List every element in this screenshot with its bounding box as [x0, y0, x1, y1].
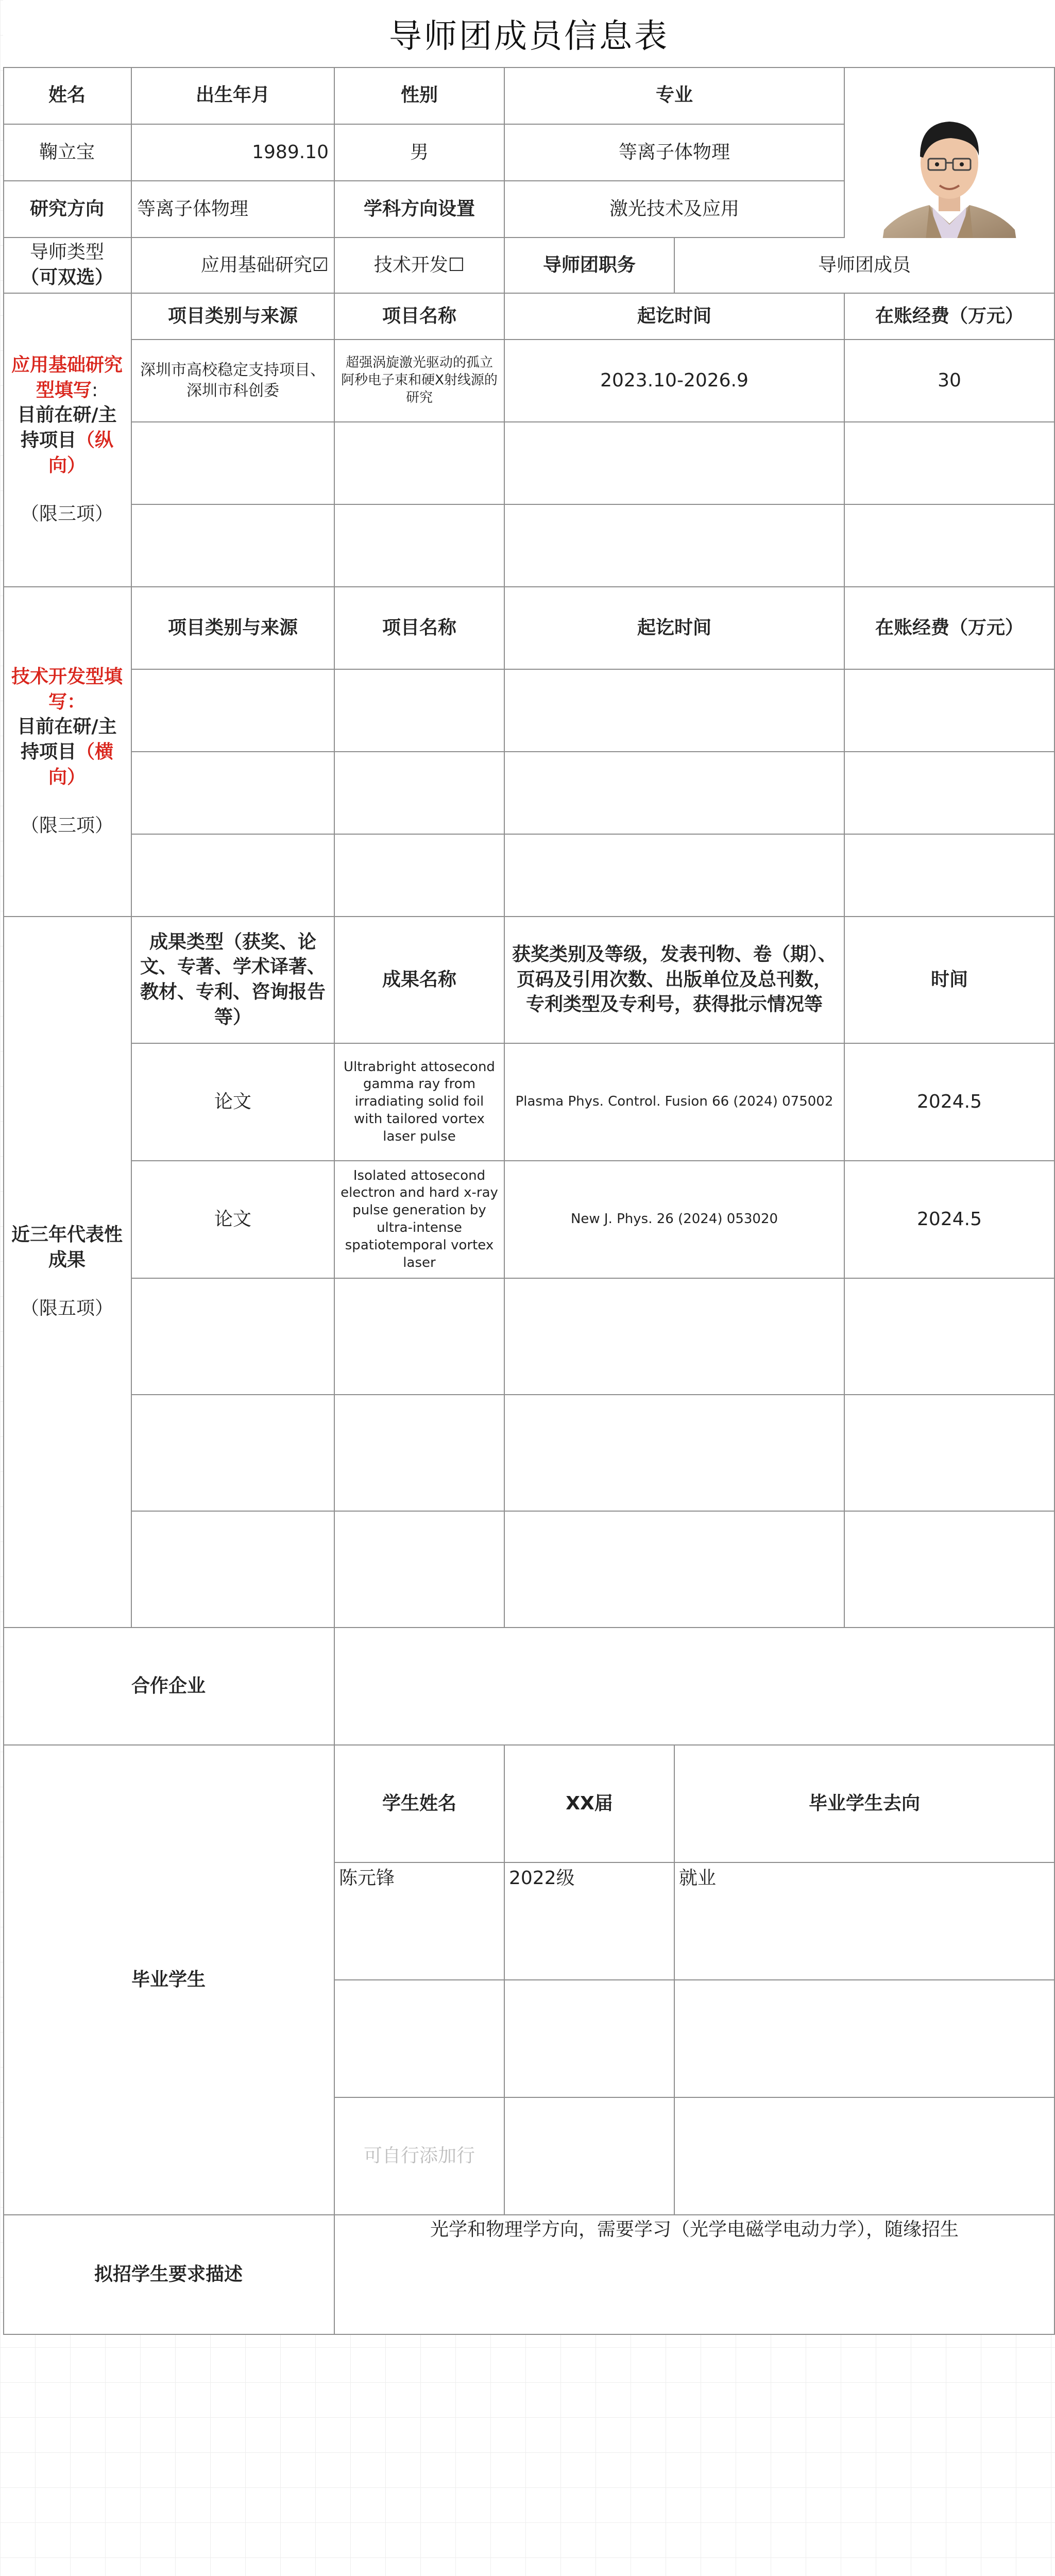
tech-header-name: 项目名称: [335, 587, 505, 670]
basic-projects-kind: （纵向）: [48, 430, 114, 476]
cooperation-value[interactable]: [335, 1628, 1055, 1745]
cooperation-label: 合作企业: [3, 1628, 335, 1745]
major-value: 等离子体物理: [505, 125, 845, 181]
ach-row3-name: [335, 1279, 505, 1395]
basic-header-funds: 在账经费（万元）: [845, 294, 1055, 340]
type-tech-checkbox[interactable]: 技术开发☐: [335, 238, 505, 294]
ach-row1-time: 2024.5: [845, 1044, 1055, 1161]
tech-header-source: 项目类别与来源: [132, 587, 335, 670]
ach-row3-time: [845, 1279, 1055, 1395]
basic-row3-source: [132, 505, 335, 587]
discipline-value: 激光技术及应用: [505, 181, 845, 238]
type-label-note: （可双选）: [20, 267, 113, 288]
tech-row1-source: [132, 670, 335, 752]
ach-row2-name: Isolated attosecond electron and hard x-ray pulse generation by ultra-intense spatiotemporal vortex laser: [335, 1161, 505, 1279]
basic-projects-red: 应用基础研究型填写: [11, 354, 123, 401]
birth-label: 出生年月: [132, 67, 335, 125]
grad-row2-destination: [675, 1980, 1055, 2098]
basic-row1-source: 深圳市高校稳定支持项目、深圳市科创委: [132, 340, 335, 422]
gender-label: 性别: [335, 67, 505, 125]
tech-row1-name: [335, 670, 505, 752]
ach-row3-detail: [505, 1279, 845, 1395]
tech-row2-period: [505, 752, 845, 835]
grad-row1-year: 2022级: [505, 1863, 675, 1980]
grad-row1-destination: 就业: [675, 1863, 1055, 1980]
grad-row3-year: [505, 2098, 675, 2215]
ach-header-detail: 获奖类别及等级，发表刊物、卷（期）、页码及引用次数、出版单位及总刊数，专利类型及专利号，获得批示情况等: [505, 917, 845, 1044]
ach-row4-detail: [505, 1395, 845, 1512]
ach-row5-time: [845, 1512, 1055, 1628]
position-label: 导师团职务: [505, 238, 675, 294]
discipline-label: 学科方向设置: [335, 181, 505, 238]
tech-projects-limit: （限三项）: [20, 815, 113, 837]
tech-projects-label: [3, 587, 132, 917]
ach-header-type: 成果类型（获奖、论文、专著、学术译著、教材、专利、咨询报告等）: [132, 917, 335, 1044]
basic-header-period: 起讫时间: [505, 294, 845, 340]
page-title: 导师团成员信息表: [3, 0, 1055, 67]
tech-row2-source: [132, 752, 335, 835]
tech-row3-source: [132, 835, 335, 917]
ach-header-name: 成果名称: [335, 917, 505, 1044]
basic-row3-funds: [845, 505, 1055, 587]
ach-header-time: 时间: [845, 917, 1055, 1044]
grad-header-destination: 毕业学生去向: [675, 1745, 1055, 1863]
basic-row2-source: [132, 422, 335, 505]
basic-row2-funds: [845, 422, 1055, 505]
major-label: 专业: [505, 67, 845, 125]
basic-projects-colon: :: [91, 379, 98, 401]
achievements-label: [3, 917, 132, 1628]
tech-row2-funds: [845, 752, 1055, 835]
type-basic-checkbox[interactable]: 应用基础研究☑: [132, 238, 335, 294]
birth-value: 1989.10: [132, 125, 335, 181]
tech-row3-name: [335, 835, 505, 917]
basic-projects-main: 目前在研/主持项目: [17, 404, 117, 451]
ach-row4-type: [132, 1395, 335, 1512]
basic-row3-name: [335, 505, 505, 587]
ach-row1-name: Ultrabright attosecond gamma ray from irradiating solid foil with tailored vortex laser pulse: [335, 1044, 505, 1161]
tech-header-period: 起讫时间: [505, 587, 845, 670]
tech-projects-kind: （横向）: [48, 741, 114, 788]
ach-row1-detail: Plasma Phys. Control. Fusion 66 (2024) 075002: [505, 1044, 845, 1161]
ach-row2-detail: New J. Phys. 26 (2024) 053020: [505, 1161, 845, 1279]
grad-row3-destination: [675, 2098, 1055, 2215]
basic-row1-name: 超强涡旋激光驱动的孤立阿秒电子束和硬X射线源的研究: [335, 340, 505, 422]
ach-row5-detail: [505, 1512, 845, 1628]
type-label: [3, 238, 132, 294]
ach-row4-name: [335, 1395, 505, 1512]
basic-row1-funds: 30: [845, 340, 1055, 422]
position-value: 导师团成员: [675, 238, 1055, 294]
type-label-text: 导师类型: [29, 242, 104, 263]
basic-header-name: 项目名称: [335, 294, 505, 340]
tech-projects-main: 目前在研/主持项目: [17, 716, 117, 762]
tech-header-funds: 在账经费（万元）: [845, 587, 1055, 670]
ach-row3-type: [132, 1279, 335, 1395]
research-value: 等离子体物理: [132, 181, 335, 238]
grad-header-year: XX届: [505, 1745, 675, 1863]
recruit-text[interactable]: 光学和物理学方向，需要学习（光学电磁学电动力学），随缘招生: [335, 2215, 1055, 2335]
achievements-main: 近三年代表性成果: [11, 1224, 123, 1270]
tech-row1-funds: [845, 670, 1055, 752]
basic-row2-name: [335, 422, 505, 505]
achievements-limit: （限五项）: [20, 1298, 113, 1319]
ach-row5-name: [335, 1512, 505, 1628]
research-label: 研究方向: [3, 181, 132, 238]
grad-header-name: 学生姓名: [335, 1745, 505, 1863]
ach-row1-type: 论文: [132, 1044, 335, 1161]
name-value: 鞠立宝: [3, 125, 132, 181]
basic-row2-period: [505, 422, 845, 505]
ach-row4-time: [845, 1395, 1055, 1512]
tech-row3-funds: [845, 835, 1055, 917]
basic-row3-period: [505, 505, 845, 587]
basic-row1-period: 2023.10-2026.9: [505, 340, 845, 422]
basic-header-source: 项目类别与来源: [132, 294, 335, 340]
grad-add-row-placeholder[interactable]: 可自行添加行: [335, 2098, 505, 2215]
tech-projects-red: 技术开发型填写：: [11, 666, 123, 713]
tech-row3-period: [505, 835, 845, 917]
grad-row2-name: [335, 1980, 505, 2098]
recruit-label: 拟招学生要求描述: [3, 2215, 335, 2335]
tech-row2-name: [335, 752, 505, 835]
tech-row1-period: [505, 670, 845, 752]
grad-row2-year: [505, 1980, 675, 2098]
graduates-label: 毕业学生: [3, 1745, 335, 2215]
name-label: 姓名: [3, 67, 132, 125]
ach-row2-time: 2024.5: [845, 1161, 1055, 1279]
ach-row5-type: [132, 1512, 335, 1628]
gender-value: 男: [335, 125, 505, 181]
ach-row2-type: 论文: [132, 1161, 335, 1279]
basic-projects-label: [3, 294, 132, 587]
grad-row1-name: 陈元锋: [335, 1863, 505, 1980]
basic-projects-limit: （限三项）: [20, 503, 113, 525]
